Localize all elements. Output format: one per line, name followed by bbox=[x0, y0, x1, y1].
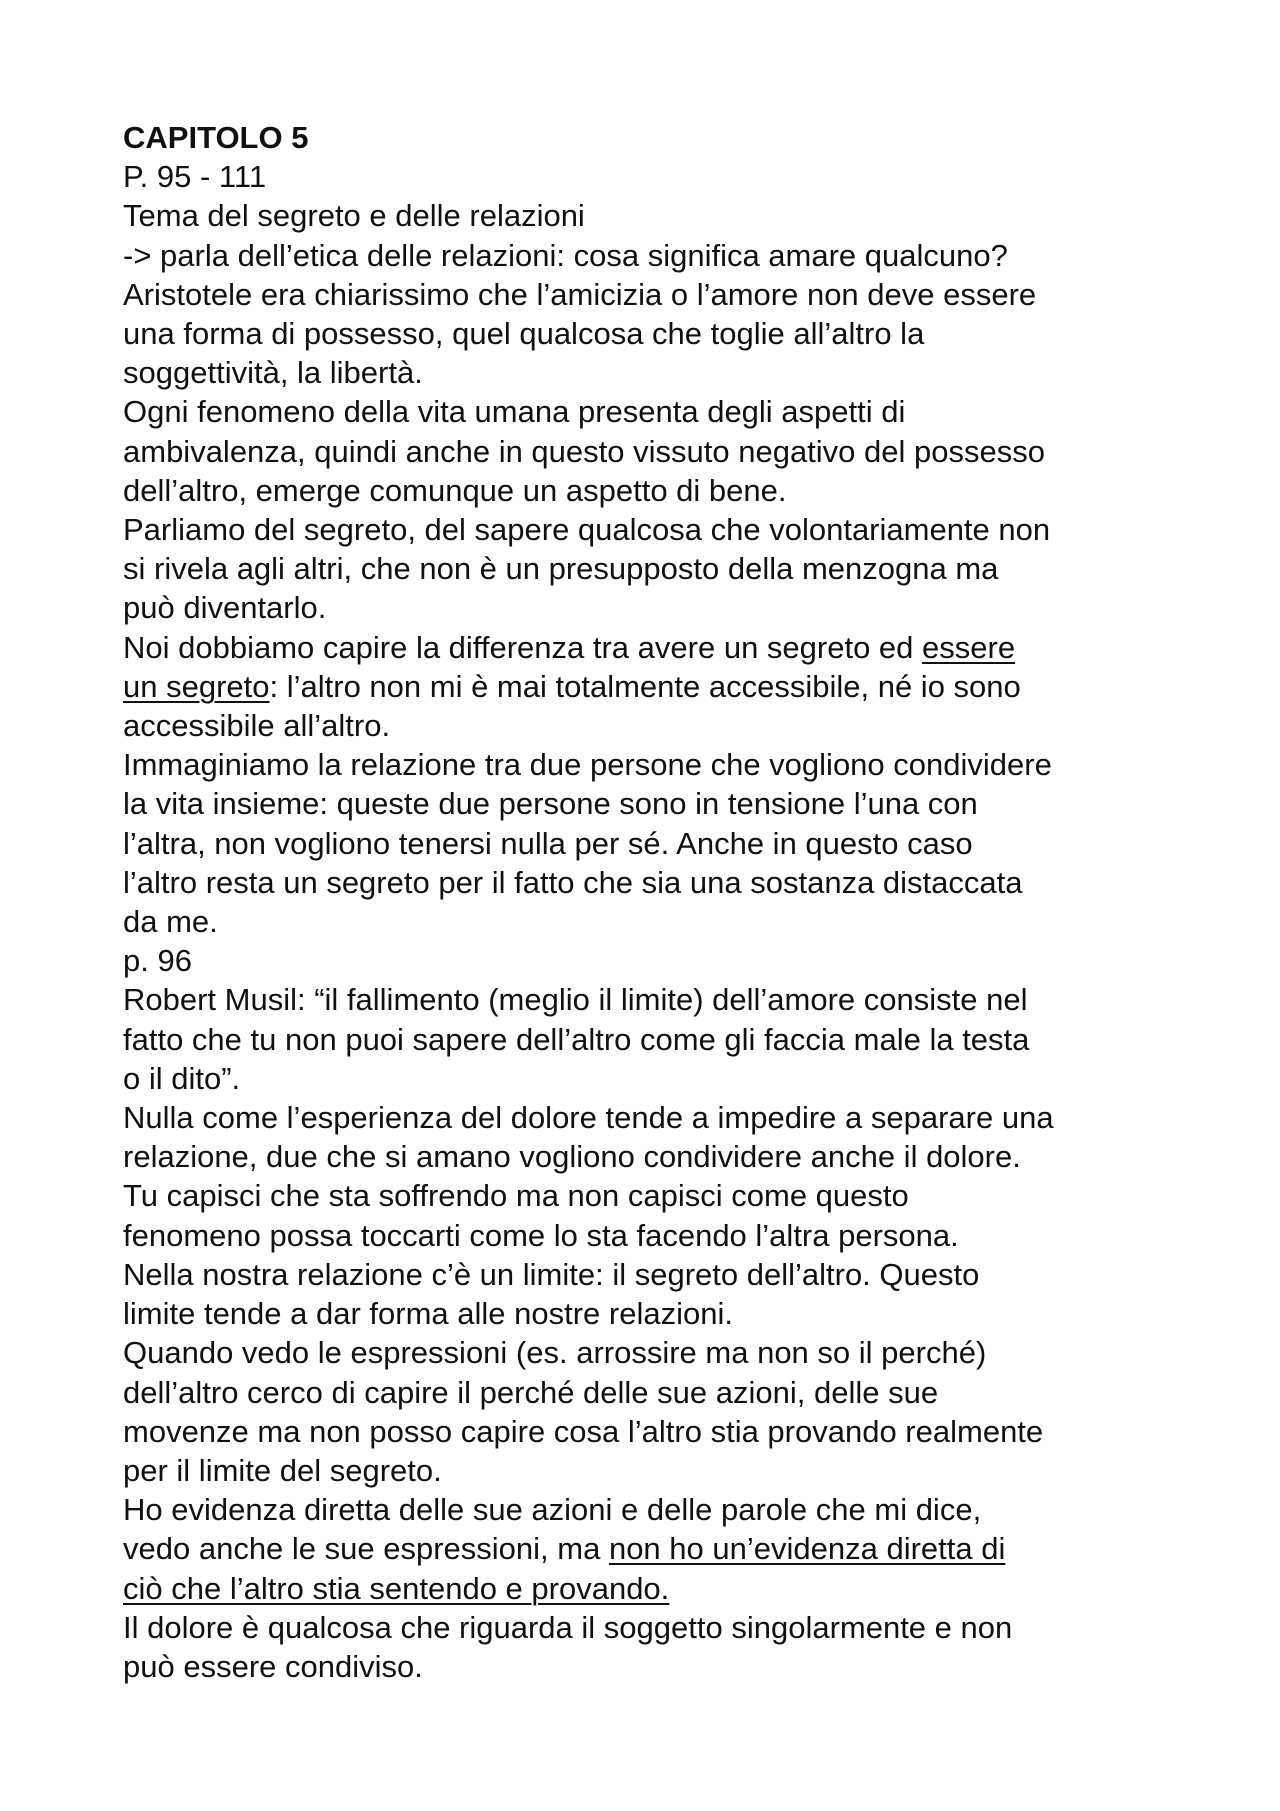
text-line bbox=[123, 275, 1183, 314]
text-segment: una forma di possesso, quel qualcosa che toglie all’altro la bbox=[123, 316, 925, 352]
text-segment: l’altro resta un segreto per il fatto che sia una sostanza distaccata bbox=[123, 864, 1023, 900]
text-segment: Noi dobbiamo capire la differenza tra avere un segreto ed bbox=[123, 629, 923, 665]
text-segment: o il dito”. bbox=[123, 1060, 241, 1096]
underlined-text: non ho un’evidenza diretta di bbox=[608, 1531, 1006, 1567]
text-line bbox=[123, 1294, 1183, 1333]
text-segment: si rivela agli altri, che non è un presupposto della menzogna ma bbox=[123, 551, 999, 587]
text-line bbox=[123, 510, 1183, 549]
text-line bbox=[123, 314, 1183, 353]
text-segment: fenomeno possa toccarti come lo sta facendo l’altra persona. bbox=[123, 1217, 959, 1253]
text-line bbox=[123, 941, 1183, 980]
text-segment: Tu capisci che sta soffrendo ma non capisci come questo bbox=[123, 1178, 909, 1214]
text-segment: Tema del segreto e delle relazioni bbox=[123, 198, 585, 234]
text-segment: Nella nostra relazione c’è un limite: il segreto dell’altro. Questo bbox=[123, 1256, 980, 1292]
text-segment: Ogni fenomeno della vita umana presenta degli aspetti di bbox=[123, 394, 906, 430]
text-segment: movenze ma non posso capire cosa l’altro stia provando realmente bbox=[123, 1413, 1044, 1449]
text-line bbox=[123, 1059, 1183, 1098]
text-line bbox=[123, 1216, 1183, 1255]
text-line bbox=[123, 236, 1183, 275]
text-segment: la vita insieme: queste due persone sono in tensione l’una con bbox=[123, 786, 978, 822]
text-segment: limite tende a dar forma alle nostre relazioni. bbox=[123, 1296, 733, 1332]
text-line bbox=[123, 1255, 1183, 1294]
text-segment: Immaginiamo la relazione tra due persone che vogliono condividere bbox=[123, 747, 1052, 783]
text-line bbox=[123, 549, 1183, 588]
text-segment: Robert Musil: “il fallimento (meglio il limite) dell’amore consiste nel bbox=[123, 982, 1028, 1018]
text-line bbox=[123, 157, 1183, 196]
text-segment: P. 95 - 111 bbox=[123, 159, 267, 195]
text-line bbox=[123, 1569, 1183, 1608]
text-line bbox=[123, 1020, 1183, 1059]
text-line bbox=[123, 1608, 1183, 1647]
text-segment: per il limite del segreto. bbox=[123, 1452, 442, 1488]
text-segment: Il dolore è qualcosa che riguarda il soggetto singolarmente e non bbox=[123, 1609, 1013, 1645]
text-line bbox=[123, 863, 1183, 902]
text-line bbox=[123, 628, 1183, 667]
text-line bbox=[123, 432, 1183, 471]
text-segment: Ho evidenza diretta delle sue azioni e delle parole che mi dice, bbox=[123, 1492, 982, 1528]
text-segment: l’altra, non vogliono tenersi nulla per sé. Anche in questo caso bbox=[123, 825, 973, 861]
text-segment: dell’altro cerco di capire il perché delle sue azioni, delle sue bbox=[123, 1374, 939, 1410]
document-page bbox=[123, 118, 1183, 1686]
text-line bbox=[123, 980, 1183, 1019]
text-line bbox=[123, 824, 1183, 863]
text-line bbox=[123, 1529, 1183, 1568]
document-body bbox=[123, 157, 1183, 1686]
text-line bbox=[123, 1647, 1183, 1686]
text-segment: fatto che tu non puoi sapere dell’altro come gli faccia male la testa bbox=[123, 1021, 1030, 1057]
text-line bbox=[123, 1098, 1183, 1137]
text-line bbox=[123, 196, 1183, 235]
text-segment: : l’altro non mi è mai totalmente accessibile, né io sono bbox=[269, 668, 1021, 704]
text-line bbox=[123, 471, 1183, 510]
text-segment: soggettività, la libertà. bbox=[123, 355, 423, 391]
text-line bbox=[123, 667, 1183, 706]
text-segment: Quando vedo le espressioni (es. arrossire ma non so il perché) bbox=[123, 1335, 987, 1371]
text-line bbox=[123, 1333, 1183, 1372]
text-segment: ambivalenza, quindi anche in questo vissuto negativo del possesso bbox=[123, 433, 1045, 469]
text-segment: accessibile all’altro. bbox=[123, 708, 391, 744]
text-line bbox=[123, 745, 1183, 784]
text-line bbox=[123, 706, 1183, 745]
text-segment: può diventarlo. bbox=[123, 590, 327, 626]
text-line bbox=[123, 784, 1183, 823]
text-segment: dell’altro, emerge comunque un aspetto di bene. bbox=[123, 472, 787, 508]
text-segment: Nulla come l’esperienza del dolore tende a impedire a separare una bbox=[123, 1100, 1054, 1136]
text-segment: Parliamo del segreto, del sapere qualcosa che volontariamente non bbox=[123, 512, 1051, 548]
text-line bbox=[123, 1137, 1183, 1176]
text-segment: p. 96 bbox=[123, 943, 192, 979]
text-segment: da me. bbox=[123, 904, 218, 940]
text-line bbox=[123, 1490, 1183, 1529]
text-segment: vedo anche le sue espressioni, ma bbox=[123, 1531, 609, 1567]
underlined-text: ciò che l’altro stia sentendo e provando. bbox=[123, 1570, 670, 1606]
text-line bbox=[123, 902, 1183, 941]
text-line bbox=[123, 1451, 1183, 1490]
text-line bbox=[123, 353, 1183, 392]
text-line bbox=[123, 1176, 1183, 1215]
text-segment: Aristotele era chiarissimo che l’amicizia o l’amore non deve essere bbox=[123, 276, 1037, 312]
underlined-text: essere bbox=[922, 629, 1016, 665]
text-segment: può essere condiviso. bbox=[123, 1648, 423, 1684]
text-line bbox=[123, 1373, 1183, 1412]
chapter-title: CAPITOLO 5 bbox=[123, 120, 309, 155]
text-line bbox=[123, 392, 1183, 431]
text-segment: relazione, due che si amano vogliono condividere anche il dolore. bbox=[123, 1139, 1021, 1175]
text-line bbox=[123, 588, 1183, 627]
text-line bbox=[123, 1412, 1183, 1451]
underlined-text: un segreto bbox=[123, 668, 270, 704]
text-segment: -> parla dell’etica delle relazioni: cosa significa amare qualcuno? bbox=[123, 237, 1008, 273]
